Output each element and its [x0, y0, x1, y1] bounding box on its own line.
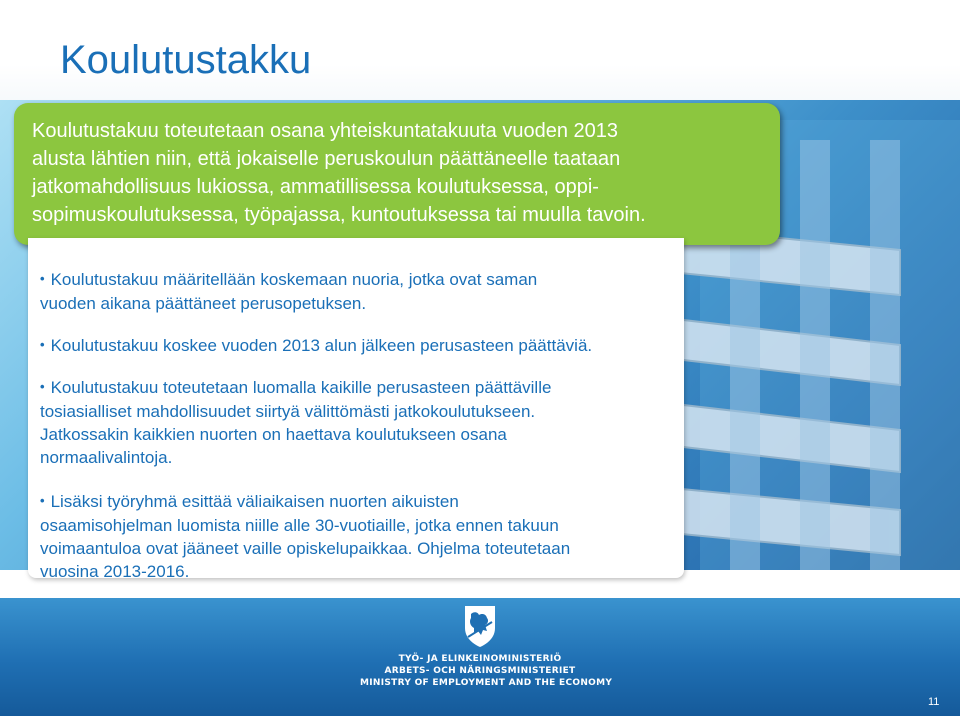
content-panel [28, 238, 684, 581]
bullet-icon: • [40, 337, 45, 352]
bullet-item [40, 490, 570, 583]
highlight-line: jatkomahdollisuus lukiossa, ammatillisessa koulutuksessa, oppi- [32, 176, 599, 198]
bullet-text: osaamisohjelman luomista niille alle 30-vuotiaille, jotka ennen takuun [40, 516, 559, 535]
highlight-box [14, 103, 780, 245]
bullet-item [40, 376, 551, 469]
ministry-name-sv: ARBETS- OCH NÄRINGSMINISTERIET [384, 666, 576, 676]
bullet-icon: • [40, 271, 45, 286]
ministry-name-en: MINISTRY OF EMPLOYMENT AND THE ECONOMY [360, 678, 613, 688]
bullet-text: Koulutustakuu määritellään koskemaan nuoria, jotka ovat saman [50, 270, 538, 289]
bullet-item [40, 268, 537, 315]
ministry-name-fi: TYÖ- JA ELINKEINOMINISTERIÖ [398, 654, 562, 664]
bullet-text: Lisäksi työryhmä esittää väliaikaisen nuorten aikuisten [50, 492, 459, 511]
highlight-line: alusta lähtien niin, että jokaiselle peruskoulun päättäneelle taataan [32, 148, 621, 170]
slide-title: Koulutustakku [60, 38, 312, 82]
title-area [0, 0, 960, 108]
bullet-text: Jatkossakin kaikkien nuorten on haettava koulutukseen osana [40, 425, 507, 444]
highlight-line: sopimuskoulutuksessa, työpajassa, kuntoutuksessa tai muulla tavoin. [32, 204, 646, 226]
bullet-icon: • [40, 379, 45, 394]
finnish-lion-crest-icon [462, 604, 498, 648]
page-number: 11 [928, 696, 940, 708]
ministry-logo [360, 604, 613, 694]
bullet-text: vuosina 2013-2016. [40, 562, 190, 581]
bullet-text: Koulutustakuu koskee vuoden 2013 alun jälkeen perusasteen päättäviä. [50, 336, 593, 355]
bullet-text: tosiasialliset mahdollisuudet siirtyä välittömästi jatkokoulutukseen. [40, 402, 536, 421]
bullet-icon: • [40, 493, 45, 508]
bullet-item [40, 334, 592, 358]
bullet-text: vuoden aikana päättäneet perusopetuksen. [40, 294, 367, 313]
bullet-text: voimaantuloa ovat jääneet vaille opiskelupaikkaa. Ohjelma toteutetaan [40, 539, 571, 558]
highlight-line: Koulutustakuu toteutetaan osana yhteiskuntatakuuta vuoden 2013 [32, 120, 619, 142]
bullet-text: normaalivalintoja. [40, 448, 173, 467]
bullet-text: Koulutustakuu toteutetaan luomalla kaikille perusasteen päättäville [50, 378, 552, 397]
